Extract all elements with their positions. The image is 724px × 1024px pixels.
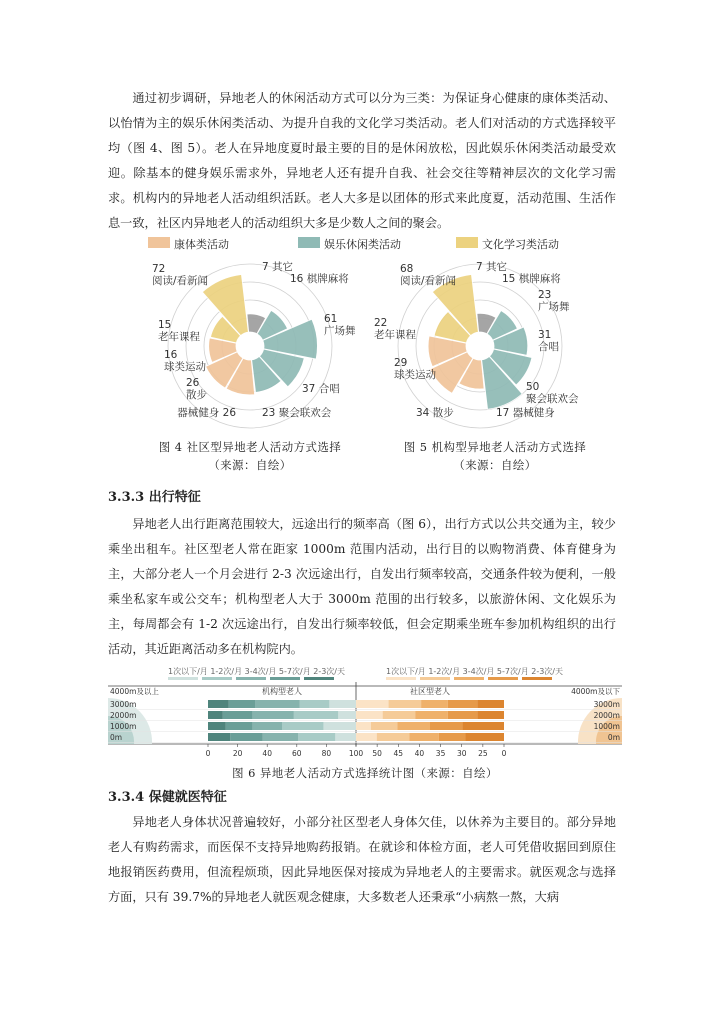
left-bar-segment	[329, 700, 356, 708]
right-bar-segment	[448, 711, 478, 719]
figure-6-caption: 图 6 异地老人活动方式选择统计图（来源：自绘）	[232, 766, 498, 780]
x-tick-label: 30	[456, 749, 467, 758]
right-bar-segment	[356, 733, 377, 741]
caption-source: （来源：自绘）	[453, 458, 537, 472]
figure-4-caption	[150, 438, 350, 474]
legend-bar-orange	[420, 677, 450, 680]
right-bar-segment	[383, 711, 416, 719]
left-bar-segment	[229, 700, 256, 708]
slice-label: 7 其它	[476, 261, 508, 273]
right-bar-segment	[377, 733, 410, 741]
paragraph-text: 异地老人出行距离范围较大，远途出行的频率高（图 6），出行方式以公共交通为主，较少乘坐出租车。社区型老人常在距家 1000m 范围内活动，出行目的以购物消费、体育健身为主，大部分老人一个月会进行 2-3 次远途出行，自发出行频率较高，交通条件较为便利，一般乘坐私家车或公交车；机构型老人大于 3000m 范围的出行较多，以旅游休闲、文化娱乐为主，每周都会有 1-2 次远途出行，自发出行频率较低，但会定期乘坐班车参加机构组织的出行活动，其近距离活动多在机构院内。	[108, 517, 616, 656]
slice-label: 器械健身 26	[177, 407, 236, 419]
rose-center	[238, 334, 262, 358]
left-bar-segment	[338, 711, 356, 719]
legend-swatch-culture	[456, 237, 478, 248]
right-row-label: 1000m	[593, 722, 620, 731]
slice-label: 68 阅读/看新闻	[400, 263, 457, 287]
right-bar-segment	[356, 700, 389, 708]
slice-label: 23 广场舞	[538, 289, 570, 313]
slice-label: 31 合唱	[538, 329, 559, 353]
legend-label: 康体类活动	[174, 238, 229, 251]
left-bar-segment	[263, 733, 299, 741]
figure-6-bar-chart	[108, 662, 622, 764]
right-bar-segment	[421, 700, 448, 708]
x-tick-label: 25	[478, 749, 488, 758]
right-bar-segment	[356, 722, 371, 730]
right-freq-legend: 1次以下/月 1-2次/月 3-4次/月 5-7次/月 2-3次/天	[386, 667, 564, 676]
right-row-label: 2000m	[593, 711, 620, 720]
legend-label: 娱乐休闲类活动	[324, 238, 401, 251]
figure-5-rose-chart	[360, 256, 600, 436]
x-tick-label: 0	[205, 749, 211, 758]
slice-label: 15 棋牌麻将	[502, 273, 561, 285]
left-bar-segment	[323, 722, 356, 730]
slice-label: 16 棋牌麻将	[290, 273, 349, 285]
left-bar-segment	[252, 722, 282, 730]
figure-4-rose-chart	[130, 256, 370, 436]
left-bar-segment	[298, 733, 335, 741]
right-bar-segment	[463, 722, 504, 730]
right-corner-label: 4000m及以下	[571, 687, 620, 696]
slice-label: 61 广场舞	[324, 313, 356, 337]
slice-label: 37 合唱	[302, 383, 340, 395]
section-heading: 3.3.4 保健就医特征	[108, 790, 227, 805]
x-tick-label: 40	[414, 749, 425, 758]
left-bar-segment	[208, 700, 229, 708]
right-bar-segment	[356, 711, 383, 719]
x-tick-label: 50	[372, 749, 382, 758]
legend-bar-orange	[386, 677, 416, 680]
legend-bar-orange	[454, 677, 484, 680]
x-tick-label: 0	[501, 749, 507, 758]
slice-label: 50 聚会联欢会	[526, 381, 579, 405]
x-tick-label: 20	[232, 749, 243, 758]
right-bar-segment	[371, 722, 398, 730]
legend-bar-teal	[202, 677, 232, 680]
left-row-label: 0m	[110, 733, 123, 742]
right-row-label: 0m	[607, 733, 620, 742]
legend-bar-orange	[522, 677, 552, 680]
x-tick-label: 40	[262, 749, 272, 758]
slice-label: 26 散步	[186, 377, 207, 401]
slice-label: 34 散步	[416, 407, 454, 419]
x-tick-label: 60	[292, 749, 302, 758]
right-bar-segment	[389, 700, 422, 708]
slice-label: 23 聚会联欢会	[262, 407, 332, 419]
right-bar-segment	[448, 700, 478, 708]
right-bar-segment	[439, 733, 466, 741]
left-bar-segment	[282, 722, 323, 730]
left-row-label: 3000m	[110, 700, 137, 709]
right-bar-segment	[466, 733, 504, 741]
left-bar-segment	[294, 711, 338, 719]
left-bar-segment	[230, 733, 263, 741]
left-bar-segment	[208, 711, 223, 719]
right-bar-segment	[477, 700, 504, 708]
caption-source: （来源：自绘）	[208, 458, 292, 472]
left-row-label: 1000m	[110, 722, 137, 731]
right-row-label: 3000m	[593, 700, 620, 709]
left-bar-segment	[226, 722, 253, 730]
legend-bar-teal	[168, 677, 198, 680]
x-tick-label: 80	[321, 749, 332, 758]
x-tick-label: 35	[435, 749, 446, 758]
slice-label: 17 器械健身	[496, 407, 555, 419]
legend-label: 文化学习类活动	[482, 238, 559, 251]
left-bar-segment	[335, 733, 356, 741]
right-bar-segment	[477, 711, 504, 719]
slice-label: 22 老年课程	[374, 317, 416, 341]
intro-paragraph	[108, 86, 616, 236]
caption-title: 图 5 机构型异地老人活动方式选择	[403, 440, 587, 454]
left-bar-segment	[223, 711, 253, 719]
right-bar-segment	[397, 722, 430, 730]
legend-swatch-entertainment	[298, 237, 320, 248]
caption-title: 图 4 社区型异地老人活动方式选择	[158, 440, 342, 454]
legend-bar-teal	[270, 677, 300, 680]
x-tick-label: 100	[348, 749, 364, 758]
slice-label: 7 其它	[262, 261, 294, 273]
travel-paragraph	[108, 512, 616, 662]
right-bar-segment	[415, 711, 448, 719]
paragraph-text: 异地老人身体状况普遍较好，小部分社区型老人身体欠佳，以休养为主要目的。部分异地老人有购药需求，而医保不支持异地购药报销。在就诊和体检方面，老人可凭借收据回到原住地报销医药费用，但流程烦琐，因此异地医保对接成为异地老人的主要需求。就医观念与选择方面，只有 39.7%的异地老人就医观念健康，大多数老人还秉承“小病熬一熬，大病	[108, 815, 616, 904]
legend-bar-orange	[488, 677, 518, 680]
legend-swatch-health	[148, 237, 170, 248]
left-corner-label: 4000m及以上	[110, 687, 159, 696]
healthcare-paragraph	[108, 810, 616, 910]
right-bar-segment	[430, 722, 463, 730]
left-bar-segment	[300, 700, 330, 708]
rose-center	[468, 334, 492, 358]
left-panel-header: 机构型老人	[262, 687, 302, 696]
slice-label: 72 阅读/看新闻	[152, 263, 209, 287]
left-bar-segment	[208, 722, 226, 730]
x-tick-label: 45	[393, 749, 404, 758]
slice-label: 16 球类运动	[164, 349, 206, 373]
left-bar-segment	[208, 733, 230, 741]
left-row-label: 2000m	[110, 711, 137, 720]
right-bar-segment	[409, 733, 439, 741]
legend-bar-teal	[304, 677, 334, 680]
paragraph-text: 通过初步调研，异地老人的休闲活动方式可以分为三类：为保证身心健康的康体类活动、以怡情为主的娱乐休闲类活动、为提升自我的文化学习类活动。老人们对活动的方式选择较平均（图 4、图 5）。老人在异地度夏时最主要的目的是休闲放松，因此娱乐休闲类活动最受欢迎。除基本的健身娱乐需求外，异地老人还有提升自我、社会交往等精神层次的文化学习需求。机构内的异地老人活动组织活跃。老人大多是以团体的形式来此度夏，活动范围、生活作息一致，社区内异地老人的活动组织大多是少数人之间的聚会。	[108, 91, 616, 230]
slice-label: 15 老年课程	[158, 319, 200, 343]
slice-label: 29 球类运动	[394, 357, 436, 381]
activity-legend	[148, 236, 608, 250]
right-panel-header: 社区型老人	[410, 687, 450, 696]
left-bar-segment	[255, 700, 299, 708]
left-bar-segment	[252, 711, 293, 719]
left-freq-legend: 1次以下/月 1-2次/月 3-4次/月 5-7次/月 2-3次/天	[168, 667, 346, 676]
figure-5-caption	[380, 438, 610, 474]
legend-bar-teal	[236, 677, 266, 680]
section-heading: 3.3.3 出行特征	[108, 490, 201, 505]
